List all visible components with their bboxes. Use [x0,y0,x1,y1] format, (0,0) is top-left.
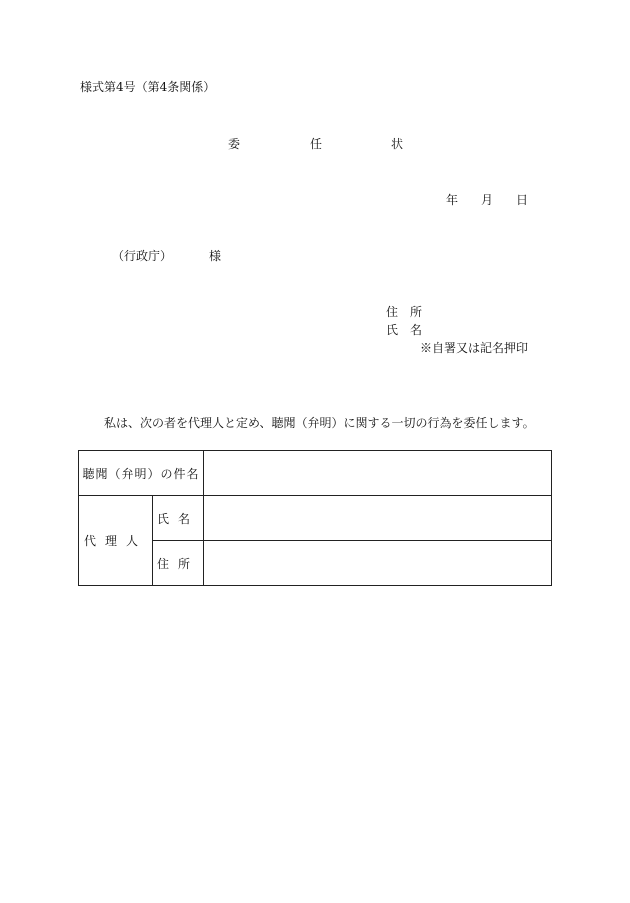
agent-address-value[interactable] [204,541,552,586]
form-number: 様式第4号（第4条関係） [80,80,216,94]
date-month-label: 月 [481,193,494,207]
agent-label: 代理人 [79,496,153,586]
addressee-agency: （行政庁） [112,249,173,263]
case-value[interactable] [204,451,552,496]
case-row [79,451,552,496]
title-char-1: 委 [228,137,241,151]
case-label: 聴聞（弁明）の件名 [79,451,204,496]
addressee-honorific: 様 [209,249,222,263]
agent-name-value[interactable] [204,496,552,541]
title-char-2: 任 [310,137,323,151]
agent-name-row [79,496,552,541]
agent-name-label: 氏名 [153,496,204,541]
title-char-3: 状 [391,137,404,151]
delegation-statement: 私は、次の者を代理人と定め、聴聞（弁明）に関する一切の行為を委任します。 [104,416,535,430]
date-year-label: 年 [446,193,459,207]
agent-address-label: 住所 [153,541,204,586]
grantor-address-label: 住 所 [386,305,423,319]
delegation-table [78,450,552,586]
date-day-label: 日 [516,193,529,207]
grantor-name-label: 氏 名 [386,323,423,337]
signature-note: ※自署又は記名押印 [420,341,529,355]
